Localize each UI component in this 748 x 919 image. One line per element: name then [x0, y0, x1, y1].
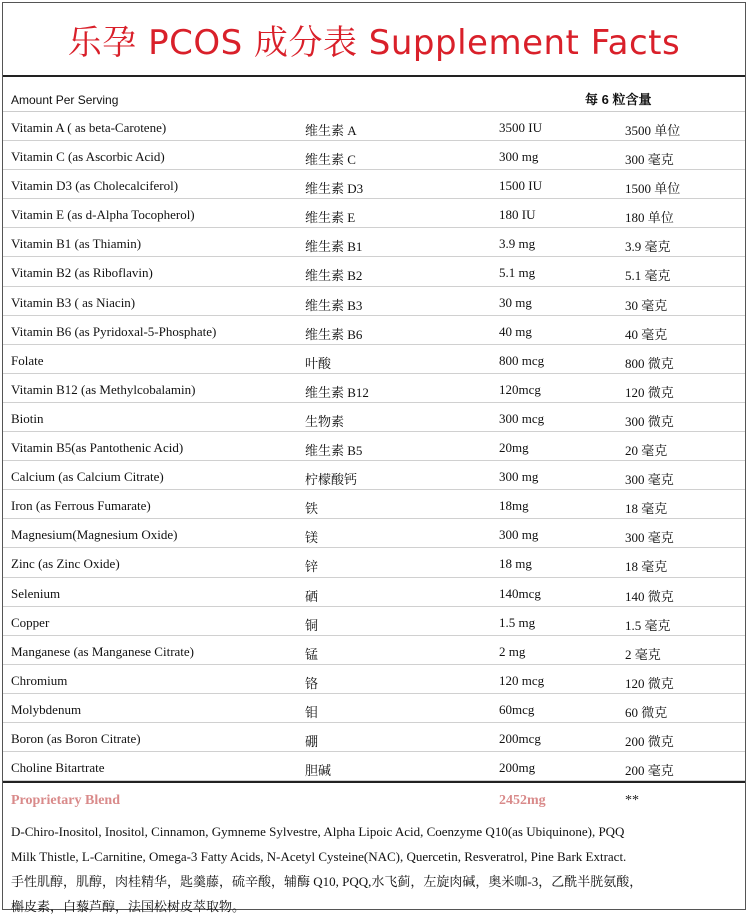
nutrient-amount: 60mcg: [499, 701, 535, 717]
nutrient-name: Iron (as Ferrous Fumarate): [11, 498, 151, 514]
nutrient-name: Molybdenum: [11, 701, 82, 717]
nutrient-name: Magnesium(Magnesium Oxide): [11, 527, 178, 543]
table-row: [3, 694, 745, 723]
nutrient-amount-zh: 200 微克: [625, 733, 674, 749]
nutrient-amount: 800 mcg: [499, 352, 545, 368]
nutrient-name-zh: 铜: [305, 617, 319, 633]
nutrient-amount-zh: 300 微克: [625, 413, 674, 429]
nutrient-amount-zh: 2 毫克: [625, 646, 661, 662]
nutrient-name-zh: 硼: [305, 733, 319, 749]
nutrient-name: Calcium (as Calcium Citrate): [11, 469, 164, 485]
nutrient-name: Choline Bitartrate: [11, 760, 105, 776]
nutrient-name-zh: 锌: [305, 559, 319, 575]
table-row: [3, 461, 745, 490]
nutrient-amount: 300 mg: [499, 527, 539, 543]
nutrient-name: Folate: [11, 352, 44, 368]
blend-mark: **: [625, 793, 639, 809]
nutrient-name: Manganese (as Manganese Citrate): [11, 643, 195, 659]
nutrient-amount: 200mcg: [499, 730, 541, 746]
table-row: [3, 257, 745, 286]
nutrient-name-zh: 铁: [305, 501, 319, 517]
nutrient-name-zh: 柠檬酸钙: [305, 472, 358, 488]
nutrient-amount: 300 mg: [499, 149, 539, 165]
nutrient-amount: 3.9 mg: [499, 236, 536, 252]
table-row: [3, 432, 745, 461]
nutrient-amount-zh: 18 毫克: [625, 501, 668, 517]
nutrient-amount-zh: 300 毫克: [625, 472, 674, 488]
table-row: [3, 228, 745, 257]
ingredient-line: D-Chiro-Inositol, Inositol, Cinnamon, Gymneme Sylvestre, Alpha Lipoic Acid, Coenzyme Q10(as Ubiquinone), PQQ: [11, 824, 625, 840]
ingredient-line: 槲皮素，白藜芦醇，法国松树皮萃取物。: [11, 899, 246, 915]
nutrient-amount: 40 mg: [499, 323, 532, 339]
table-row: [3, 519, 745, 548]
nutrient-name-zh: 铬: [305, 675, 319, 691]
serving-header: [3, 77, 745, 112]
nutrient-name: Vitamin D3 (as Cholecalciferol): [11, 178, 179, 194]
nutrient-amount-zh: 180 单位: [625, 210, 674, 226]
nutrient-name-zh: 维生素 B1: [305, 239, 363, 255]
blend-ingredients: [3, 819, 745, 919]
nutrient-amount: 300 mcg: [499, 410, 545, 426]
nutrient-name-zh: 维生素 B2: [305, 268, 363, 284]
nutrient-amount: 300 mg: [499, 469, 539, 485]
nutrient-name-zh: 叶酸: [305, 355, 332, 371]
table-row: [3, 287, 745, 316]
nutrient-name: Zinc (as Zinc Oxide): [11, 556, 120, 572]
table-row: [3, 112, 745, 141]
nutrient-name-zh: 硒: [305, 588, 319, 604]
table-row: [3, 607, 745, 636]
nutrient-amount-zh: 30 毫克: [625, 297, 668, 313]
amount-per-serving-label: Amount Per Serving: [11, 93, 119, 107]
nutrient-amount-zh: 60 微克: [625, 704, 668, 720]
nutrient-amount-zh: 140 微克: [625, 588, 674, 604]
nutrient-amount: 5.1 mg: [499, 265, 536, 281]
nutrient-name: Vitamin B12 (as Methylcobalamin): [11, 381, 196, 397]
nutrient-table: [3, 112, 745, 781]
nutrient-amount-zh: 200 毫克: [625, 763, 674, 779]
nutrient-amount: 1500 IU: [499, 178, 542, 194]
nutrient-amount-zh: 120 微克: [625, 675, 674, 691]
nutrient-amount: 18 mg: [499, 556, 532, 572]
nutrient-amount-zh: 18 毫克: [625, 559, 668, 575]
nutrient-name-zh: 维生素 B6: [305, 326, 363, 342]
nutrient-name-zh: 维生素 B3: [305, 297, 363, 313]
nutrient-name: Vitamin B1 (as Thiamin): [11, 236, 142, 252]
nutrient-amount: 1.5 mg: [499, 614, 536, 630]
nutrient-amount-zh: 20 毫克: [625, 443, 668, 459]
table-row: [3, 199, 745, 228]
blend-name: Proprietary Blend: [11, 793, 121, 809]
nutrient-amount-zh: 3.9 毫克: [625, 239, 671, 255]
table-row: [3, 636, 745, 665]
table-row: [3, 490, 745, 519]
nutrient-amount: 3500 IU: [499, 120, 542, 135]
table-row: [3, 723, 745, 752]
nutrient-amount: 20mg: [499, 440, 529, 456]
page-title: 乐孕 PCOS 成分表 Supplement Facts: [3, 3, 745, 77]
nutrient-amount-zh: 1.5 毫克: [625, 617, 671, 633]
nutrient-name-zh: 生物素: [305, 413, 345, 429]
nutrient-name: Vitamin B3 ( as Niacin): [11, 294, 136, 310]
nutrient-name: Chromium: [11, 672, 68, 688]
nutrient-amount: 30 mg: [499, 294, 532, 310]
nutrient-amount: 18mg: [499, 498, 529, 514]
ingredient-line: Milk Thistle, L-Carnitine, Omega-3 Fatty Acids, N-Acetyl Cysteine(NAC), Quercetin, Resveratrol, Pine Bark Extract.: [11, 849, 627, 865]
table-row: [3, 578, 745, 607]
nutrient-amount-zh: 300 毫克: [625, 152, 674, 168]
table-row: [3, 403, 745, 432]
table-row: [3, 170, 745, 199]
nutrient-name-zh: 维生素 A: [305, 123, 357, 138]
nutrient-name-zh: 钼: [305, 704, 319, 720]
nutrient-name-zh: 维生素 B12: [305, 384, 369, 400]
nutrient-name: Vitamin B5(as Pantothenic Acid): [11, 440, 184, 456]
nutrient-amount-zh: 800 微克: [625, 355, 674, 371]
proprietary-blend-row: [3, 781, 745, 819]
nutrient-amount: 140mcg: [499, 585, 541, 601]
nutrient-amount-zh: 120 微克: [625, 384, 674, 400]
blend-amount: 2452mg: [499, 793, 546, 809]
nutrient-name: Vitamin E (as d-Alpha Tocopherol): [11, 207, 195, 223]
nutrient-amount-zh: 3500 单位: [625, 123, 681, 138]
nutrient-name: Vitamin C (as Ascorbic Acid): [11, 149, 165, 165]
nutrient-name-zh: 维生素 D3: [305, 181, 364, 197]
nutrient-name-zh: 胆碱: [305, 763, 332, 779]
table-row: [3, 316, 745, 345]
nutrient-amount-zh: 5.1 毫克: [625, 268, 671, 284]
table-row: [3, 665, 745, 694]
nutrient-amount: 120 mcg: [499, 672, 545, 688]
nutrient-name: Vitamin A ( as beta-Carotene): [11, 120, 167, 135]
nutrient-name: Copper: [11, 614, 50, 630]
nutrient-amount-zh: 40 毫克: [625, 326, 668, 342]
nutrient-name-zh: 维生素 B5: [305, 443, 363, 459]
table-row: [3, 752, 745, 781]
nutrient-name-zh: 锰: [305, 646, 319, 662]
nutrient-amount-zh: 1500 单位: [625, 181, 681, 197]
supplement-facts-panel: [2, 2, 746, 915]
table-row: [3, 345, 745, 374]
nutrient-name: Vitamin B6 (as Pyridoxal-5-Phosphate): [11, 323, 217, 339]
nutrient-amount: 2 mg: [499, 643, 526, 659]
nutrient-name-zh: 维生素 C: [305, 152, 356, 168]
nutrient-amount: 180 IU: [499, 207, 536, 223]
nutrient-amount: 200mg: [499, 760, 536, 776]
nutrient-name: Biotin: [11, 410, 44, 426]
table-row: [3, 374, 745, 403]
nutrient-name-zh: 维生素 E: [305, 210, 356, 226]
nutrient-name: Vitamin B2 (as Riboflavin): [11, 265, 153, 281]
nutrient-name: Boron (as Boron Citrate): [11, 730, 141, 746]
table-row: [3, 141, 745, 170]
nutrient-amount: 120mcg: [499, 381, 541, 397]
ingredient-line: 手性肌醇，肌醇，肉桂精华，匙羹藤，硫辛酸，辅酶 Q10, PQQ,水飞蓟，左旋肉碱，奥米咖-3，乙酰半胱氨酸，: [11, 874, 643, 890]
nutrient-name: Selenium: [11, 585, 61, 601]
table-row: [3, 548, 745, 577]
nutrient-name-zh: 镁: [305, 530, 319, 546]
nutrient-amount-zh: 300 毫克: [625, 530, 674, 546]
per-serving-zh-label: 每 6 粒含量: [585, 92, 652, 107]
